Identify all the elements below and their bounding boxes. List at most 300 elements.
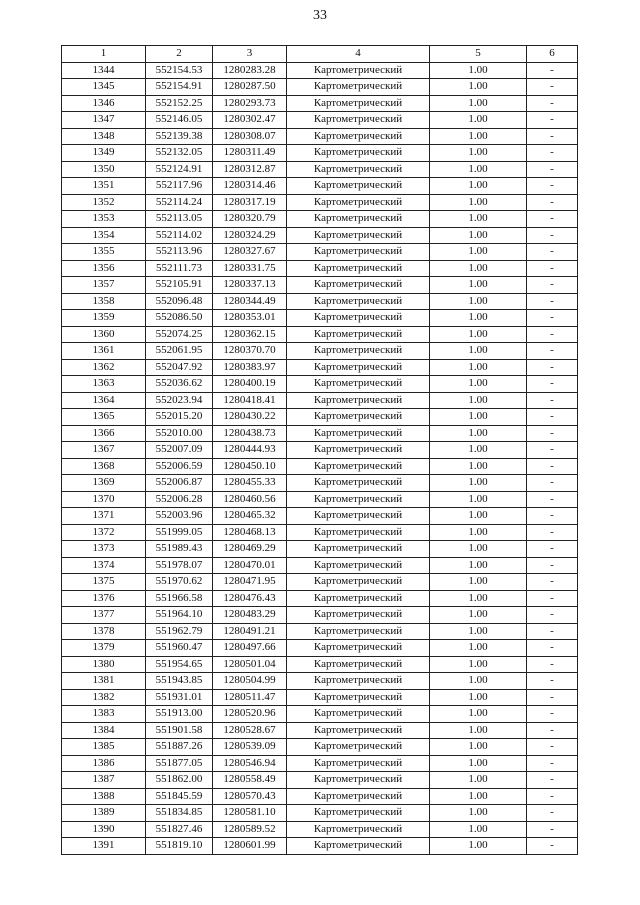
y-coordinate-cell: 1280476.43 — [213, 590, 287, 607]
table-row — [62, 656, 578, 673]
accuracy-cell: 1.00 — [430, 706, 527, 723]
accuracy-cell: 1.00 — [430, 293, 527, 310]
y-coordinate-cell: 1280528.67 — [213, 722, 287, 739]
table-row — [62, 277, 578, 294]
note-cell: - — [527, 161, 578, 178]
accuracy-cell: 1.00 — [430, 821, 527, 838]
y-coordinate-cell: 1280468.13 — [213, 524, 287, 541]
point-number-cell: 1391 — [62, 838, 146, 855]
accuracy-cell: 1.00 — [430, 277, 527, 294]
x-coordinate-cell: 551827.46 — [146, 821, 213, 838]
accuracy-cell: 1.00 — [430, 656, 527, 673]
method-cell: Картометрический — [287, 805, 430, 822]
y-coordinate-cell: 1280400.19 — [213, 376, 287, 393]
y-coordinate-cell: 1280501.04 — [213, 656, 287, 673]
note-cell: - — [527, 706, 578, 723]
accuracy-cell: 1.00 — [430, 557, 527, 574]
column-header: 6 — [527, 46, 578, 63]
column-header: 1 — [62, 46, 146, 63]
table-row — [62, 392, 578, 409]
point-number-cell: 1357 — [62, 277, 146, 294]
y-coordinate-cell: 1280311.49 — [213, 145, 287, 162]
accuracy-cell: 1.00 — [430, 491, 527, 508]
table-row — [62, 739, 578, 756]
table-header-row — [62, 46, 578, 63]
x-coordinate-cell: 551954.65 — [146, 656, 213, 673]
method-cell: Картометрический — [287, 343, 430, 360]
accuracy-cell: 1.00 — [430, 442, 527, 459]
note-cell: - — [527, 112, 578, 129]
table-row — [62, 442, 578, 459]
method-cell: Картометрический — [287, 277, 430, 294]
method-cell: Картометрический — [287, 442, 430, 459]
note-cell: - — [527, 376, 578, 393]
x-coordinate-cell: 552006.87 — [146, 475, 213, 492]
x-coordinate-cell: 551819.10 — [146, 838, 213, 855]
method-cell: Картометрический — [287, 112, 430, 129]
point-number-cell: 1387 — [62, 772, 146, 789]
table-row — [62, 79, 578, 96]
accuracy-cell: 1.00 — [430, 95, 527, 112]
point-number-cell: 1358 — [62, 293, 146, 310]
accuracy-cell: 1.00 — [430, 640, 527, 657]
x-coordinate-cell: 552006.59 — [146, 458, 213, 475]
x-coordinate-cell: 552114.24 — [146, 194, 213, 211]
note-cell: - — [527, 359, 578, 376]
x-coordinate-cell: 551989.43 — [146, 541, 213, 558]
point-number-cell: 1372 — [62, 524, 146, 541]
note-cell: - — [527, 194, 578, 211]
accuracy-cell: 1.00 — [430, 739, 527, 756]
x-coordinate-cell: 552111.73 — [146, 260, 213, 277]
accuracy-cell: 1.00 — [430, 475, 527, 492]
point-number-cell: 1361 — [62, 343, 146, 360]
table-row — [62, 508, 578, 525]
point-number-cell: 1347 — [62, 112, 146, 129]
y-coordinate-cell: 1280455.33 — [213, 475, 287, 492]
x-coordinate-cell: 552124.91 — [146, 161, 213, 178]
x-coordinate-cell: 552061.95 — [146, 343, 213, 360]
table-row — [62, 343, 578, 360]
table-row — [62, 359, 578, 376]
method-cell: Картометрический — [287, 392, 430, 409]
x-coordinate-cell: 552152.25 — [146, 95, 213, 112]
point-number-cell: 1386 — [62, 755, 146, 772]
x-coordinate-cell: 552146.05 — [146, 112, 213, 129]
x-coordinate-cell: 552006.28 — [146, 491, 213, 508]
point-number-cell: 1350 — [62, 161, 146, 178]
y-coordinate-cell: 1280327.67 — [213, 244, 287, 261]
page-number: 33 — [313, 8, 327, 23]
method-cell: Картометрический — [287, 458, 430, 475]
accuracy-cell: 1.00 — [430, 128, 527, 145]
y-coordinate-cell: 1280491.21 — [213, 623, 287, 640]
accuracy-cell: 1.00 — [430, 376, 527, 393]
table-row — [62, 310, 578, 327]
table-row — [62, 689, 578, 706]
table-row — [62, 62, 578, 79]
y-coordinate-cell: 1280312.87 — [213, 161, 287, 178]
y-coordinate-cell: 1280308.07 — [213, 128, 287, 145]
note-cell: - — [527, 739, 578, 756]
x-coordinate-cell: 552154.91 — [146, 79, 213, 96]
note-cell: - — [527, 508, 578, 525]
accuracy-cell: 1.00 — [430, 425, 527, 442]
x-coordinate-cell: 551970.62 — [146, 574, 213, 591]
y-coordinate-cell: 1280287.50 — [213, 79, 287, 96]
note-cell: - — [527, 541, 578, 558]
method-cell: Картометрический — [287, 376, 430, 393]
y-coordinate-cell: 1280546.94 — [213, 755, 287, 772]
y-coordinate-cell: 1280558.49 — [213, 772, 287, 789]
x-coordinate-cell: 551962.79 — [146, 623, 213, 640]
x-coordinate-cell: 552105.91 — [146, 277, 213, 294]
y-coordinate-cell: 1280438.73 — [213, 425, 287, 442]
x-coordinate-cell: 551887.26 — [146, 739, 213, 756]
table-row — [62, 607, 578, 624]
y-coordinate-cell: 1280570.43 — [213, 788, 287, 805]
y-coordinate-cell: 1280430.22 — [213, 409, 287, 426]
accuracy-cell: 1.00 — [430, 161, 527, 178]
table-row — [62, 673, 578, 690]
note-cell: - — [527, 524, 578, 541]
table-row — [62, 640, 578, 657]
point-number-cell: 1388 — [62, 788, 146, 805]
method-cell: Картометрический — [287, 772, 430, 789]
x-coordinate-cell: 552086.50 — [146, 310, 213, 327]
table-row — [62, 409, 578, 426]
accuracy-cell: 1.00 — [430, 409, 527, 426]
accuracy-cell: 1.00 — [430, 62, 527, 79]
x-coordinate-cell: 551845.59 — [146, 788, 213, 805]
point-number-cell: 1371 — [62, 508, 146, 525]
y-coordinate-cell: 1280444.93 — [213, 442, 287, 459]
note-cell: - — [527, 392, 578, 409]
x-coordinate-cell: 552047.92 — [146, 359, 213, 376]
point-number-cell: 1377 — [62, 607, 146, 624]
table-row — [62, 821, 578, 838]
accuracy-cell: 1.00 — [430, 623, 527, 640]
note-cell: - — [527, 277, 578, 294]
note-cell: - — [527, 772, 578, 789]
accuracy-cell: 1.00 — [430, 574, 527, 591]
x-coordinate-cell: 551913.00 — [146, 706, 213, 723]
method-cell: Картометрический — [287, 293, 430, 310]
x-coordinate-cell: 551964.10 — [146, 607, 213, 624]
table-row — [62, 244, 578, 261]
accuracy-cell: 1.00 — [430, 788, 527, 805]
accuracy-cell: 1.00 — [430, 260, 527, 277]
point-number-cell: 1374 — [62, 557, 146, 574]
table-row — [62, 145, 578, 162]
table-row — [62, 838, 578, 855]
x-coordinate-cell: 552010.00 — [146, 425, 213, 442]
point-number-cell: 1380 — [62, 656, 146, 673]
method-cell: Картометрический — [287, 79, 430, 96]
y-coordinate-cell: 1280337.13 — [213, 277, 287, 294]
method-cell: Картометрический — [287, 574, 430, 591]
point-number-cell: 1383 — [62, 706, 146, 723]
method-cell: Картометрический — [287, 656, 430, 673]
x-coordinate-cell: 551960.47 — [146, 640, 213, 657]
x-coordinate-cell: 552113.96 — [146, 244, 213, 261]
accuracy-cell: 1.00 — [430, 590, 527, 607]
table-row — [62, 194, 578, 211]
method-cell: Картометрический — [287, 227, 430, 244]
method-cell: Картометрический — [287, 541, 430, 558]
point-number-cell: 1351 — [62, 178, 146, 195]
x-coordinate-cell: 551877.05 — [146, 755, 213, 772]
method-cell: Картометрический — [287, 145, 430, 162]
y-coordinate-cell: 1280314.46 — [213, 178, 287, 195]
method-cell: Картометрический — [287, 359, 430, 376]
note-cell: - — [527, 838, 578, 855]
method-cell: Картометрический — [287, 689, 430, 706]
table-row — [62, 590, 578, 607]
y-coordinate-cell: 1280471.95 — [213, 574, 287, 591]
point-number-cell: 1364 — [62, 392, 146, 409]
note-cell: - — [527, 607, 578, 624]
note-cell: - — [527, 491, 578, 508]
point-number-cell: 1369 — [62, 475, 146, 492]
x-coordinate-cell: 552023.94 — [146, 392, 213, 409]
y-coordinate-cell: 1280601.99 — [213, 838, 287, 855]
point-number-cell: 1355 — [62, 244, 146, 261]
note-cell: - — [527, 623, 578, 640]
point-number-cell: 1370 — [62, 491, 146, 508]
y-coordinate-cell: 1280283.28 — [213, 62, 287, 79]
x-coordinate-cell: 552074.25 — [146, 326, 213, 343]
x-coordinate-cell: 551834.85 — [146, 805, 213, 822]
method-cell: Картометрический — [287, 755, 430, 772]
accuracy-cell: 1.00 — [430, 359, 527, 376]
point-number-cell: 1384 — [62, 722, 146, 739]
y-coordinate-cell: 1280460.56 — [213, 491, 287, 508]
point-number-cell: 1390 — [62, 821, 146, 838]
y-coordinate-cell: 1280465.32 — [213, 508, 287, 525]
note-cell: - — [527, 128, 578, 145]
x-coordinate-cell: 551978.07 — [146, 557, 213, 574]
method-cell: Картометрический — [287, 623, 430, 640]
method-cell: Картометрический — [287, 607, 430, 624]
table-row — [62, 524, 578, 541]
note-cell: - — [527, 227, 578, 244]
table-row — [62, 95, 578, 112]
y-coordinate-cell: 1280504.99 — [213, 673, 287, 690]
note-cell: - — [527, 425, 578, 442]
method-cell: Картометрический — [287, 557, 430, 574]
note-cell: - — [527, 590, 578, 607]
accuracy-cell: 1.00 — [430, 772, 527, 789]
point-number-cell: 1352 — [62, 194, 146, 211]
x-coordinate-cell: 552015.20 — [146, 409, 213, 426]
accuracy-cell: 1.00 — [430, 673, 527, 690]
method-cell: Картометрический — [287, 524, 430, 541]
note-cell: - — [527, 656, 578, 673]
method-cell: Картометрический — [287, 128, 430, 145]
x-coordinate-cell: 552132.05 — [146, 145, 213, 162]
coordinates-table — [61, 45, 578, 855]
point-number-cell: 1378 — [62, 623, 146, 640]
point-number-cell: 1382 — [62, 689, 146, 706]
table-row — [62, 541, 578, 558]
note-cell: - — [527, 788, 578, 805]
y-coordinate-cell: 1280539.09 — [213, 739, 287, 756]
accuracy-cell: 1.00 — [430, 194, 527, 211]
table-row — [62, 425, 578, 442]
column-header: 2 — [146, 46, 213, 63]
note-cell: - — [527, 458, 578, 475]
y-coordinate-cell: 1280362.15 — [213, 326, 287, 343]
y-coordinate-cell: 1280331.75 — [213, 260, 287, 277]
method-cell: Картометрический — [287, 508, 430, 525]
column-header: 3 — [213, 46, 287, 63]
method-cell: Картометрический — [287, 821, 430, 838]
note-cell: - — [527, 689, 578, 706]
point-number-cell: 1366 — [62, 425, 146, 442]
accuracy-cell: 1.00 — [430, 79, 527, 96]
x-coordinate-cell: 551966.58 — [146, 590, 213, 607]
method-cell: Картометрический — [287, 673, 430, 690]
x-coordinate-cell: 552003.96 — [146, 508, 213, 525]
accuracy-cell: 1.00 — [430, 145, 527, 162]
accuracy-cell: 1.00 — [430, 458, 527, 475]
column-header: 4 — [287, 46, 430, 63]
y-coordinate-cell: 1280383.97 — [213, 359, 287, 376]
y-coordinate-cell: 1280450.10 — [213, 458, 287, 475]
x-coordinate-cell: 552139.38 — [146, 128, 213, 145]
table-row — [62, 112, 578, 129]
y-coordinate-cell: 1280589.52 — [213, 821, 287, 838]
method-cell: Картометрический — [287, 722, 430, 739]
note-cell: - — [527, 310, 578, 327]
note-cell: - — [527, 442, 578, 459]
x-coordinate-cell: 552096.48 — [146, 293, 213, 310]
accuracy-cell: 1.00 — [430, 211, 527, 228]
note-cell: - — [527, 145, 578, 162]
x-coordinate-cell: 551862.00 — [146, 772, 213, 789]
point-number-cell: 1344 — [62, 62, 146, 79]
method-cell: Картометрический — [287, 640, 430, 657]
note-cell: - — [527, 722, 578, 739]
point-number-cell: 1365 — [62, 409, 146, 426]
accuracy-cell: 1.00 — [430, 326, 527, 343]
note-cell: - — [527, 755, 578, 772]
method-cell: Картометрический — [287, 788, 430, 805]
accuracy-cell: 1.00 — [430, 755, 527, 772]
note-cell: - — [527, 640, 578, 657]
point-number-cell: 1362 — [62, 359, 146, 376]
table-row — [62, 178, 578, 195]
x-coordinate-cell: 552113.05 — [146, 211, 213, 228]
accuracy-cell: 1.00 — [430, 310, 527, 327]
y-coordinate-cell: 1280293.73 — [213, 95, 287, 112]
y-coordinate-cell: 1280511.47 — [213, 689, 287, 706]
y-coordinate-cell: 1280370.70 — [213, 343, 287, 360]
accuracy-cell: 1.00 — [430, 524, 527, 541]
note-cell: - — [527, 178, 578, 195]
point-number-cell: 1346 — [62, 95, 146, 112]
point-number-cell: 1363 — [62, 376, 146, 393]
method-cell: Картометрический — [287, 244, 430, 261]
point-number-cell: 1353 — [62, 211, 146, 228]
y-coordinate-cell: 1280317.19 — [213, 194, 287, 211]
note-cell: - — [527, 79, 578, 96]
y-coordinate-cell: 1280581.10 — [213, 805, 287, 822]
table-row — [62, 260, 578, 277]
point-number-cell: 1381 — [62, 673, 146, 690]
x-coordinate-cell: 552114.02 — [146, 227, 213, 244]
table-row — [62, 574, 578, 591]
method-cell: Картометрический — [287, 62, 430, 79]
accuracy-cell: 1.00 — [430, 508, 527, 525]
note-cell: - — [527, 211, 578, 228]
note-cell: - — [527, 260, 578, 277]
method-cell: Картометрический — [287, 706, 430, 723]
table-row — [62, 772, 578, 789]
table-row — [62, 227, 578, 244]
method-cell: Картометрический — [287, 590, 430, 607]
x-coordinate-cell: 552117.96 — [146, 178, 213, 195]
accuracy-cell: 1.00 — [430, 392, 527, 409]
table-row — [62, 128, 578, 145]
table-row — [62, 623, 578, 640]
note-cell: - — [527, 805, 578, 822]
note-cell: - — [527, 475, 578, 492]
method-cell: Картометрический — [287, 260, 430, 277]
y-coordinate-cell: 1280497.66 — [213, 640, 287, 657]
point-number-cell: 1389 — [62, 805, 146, 822]
accuracy-cell: 1.00 — [430, 838, 527, 855]
note-cell: - — [527, 326, 578, 343]
point-number-cell: 1376 — [62, 590, 146, 607]
x-coordinate-cell: 552036.62 — [146, 376, 213, 393]
method-cell: Картометрический — [287, 178, 430, 195]
note-cell: - — [527, 557, 578, 574]
x-coordinate-cell: 551999.05 — [146, 524, 213, 541]
accuracy-cell: 1.00 — [430, 541, 527, 558]
point-number-cell: 1379 — [62, 640, 146, 657]
accuracy-cell: 1.00 — [430, 689, 527, 706]
method-cell: Картометрический — [287, 194, 430, 211]
point-number-cell: 1360 — [62, 326, 146, 343]
method-cell: Картометрический — [287, 425, 430, 442]
y-coordinate-cell: 1280324.29 — [213, 227, 287, 244]
table-row — [62, 293, 578, 310]
accuracy-cell: 1.00 — [430, 805, 527, 822]
y-coordinate-cell: 1280353.01 — [213, 310, 287, 327]
y-coordinate-cell: 1280520.96 — [213, 706, 287, 723]
table-row — [62, 161, 578, 178]
table-body — [62, 62, 578, 854]
note-cell: - — [527, 409, 578, 426]
y-coordinate-cell: 1280418.41 — [213, 392, 287, 409]
table-row — [62, 755, 578, 772]
point-number-cell: 1368 — [62, 458, 146, 475]
method-cell: Картометрический — [287, 838, 430, 855]
table-row — [62, 788, 578, 805]
method-cell: Картометрический — [287, 739, 430, 756]
point-number-cell: 1345 — [62, 79, 146, 96]
point-number-cell: 1385 — [62, 739, 146, 756]
table-row — [62, 706, 578, 723]
note-cell: - — [527, 343, 578, 360]
accuracy-cell: 1.00 — [430, 178, 527, 195]
x-coordinate-cell: 551931.01 — [146, 689, 213, 706]
method-cell: Картометрический — [287, 211, 430, 228]
method-cell: Картометрический — [287, 475, 430, 492]
accuracy-cell: 1.00 — [430, 343, 527, 360]
